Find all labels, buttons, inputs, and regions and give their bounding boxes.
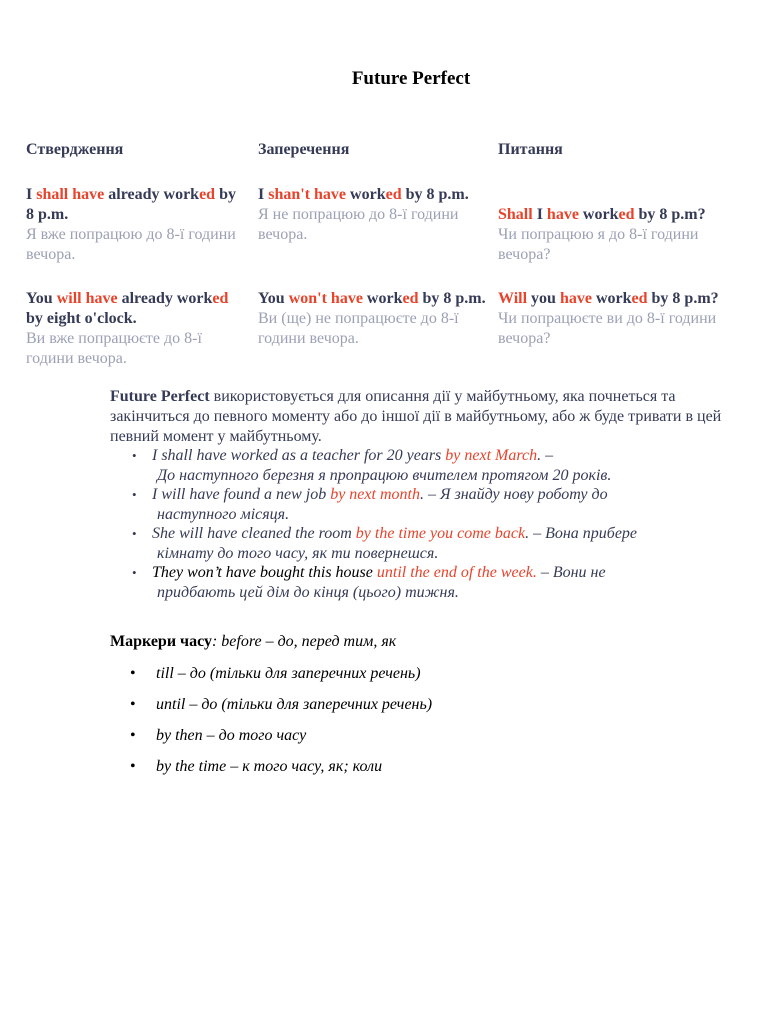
- bullet-icon: •: [132, 487, 137, 502]
- verb: work: [578, 206, 619, 223]
- verb: already work: [104, 186, 200, 203]
- question-example-2: [498, 289, 738, 349]
- list-item: [110, 563, 730, 602]
- markers-first: : before – до, перед тим, як: [211, 633, 397, 650]
- time: by 8 p.m.: [26, 186, 236, 223]
- description-text: використовується для описання дії у майбутньому, яка почнеться та закінчиться до певного моменту або до іншої дії в майбутньому, або ж буде тривати в цей певний момент у майбутньому.: [110, 388, 722, 445]
- markers-label: Маркери часу: [110, 633, 212, 650]
- verb: already work: [117, 290, 213, 307]
- example-translation: придбають цей дім до кінця (цього) тижня.: [157, 583, 459, 601]
- time-marker: by next March: [445, 447, 538, 464]
- subject: you: [527, 290, 560, 307]
- example-sentence: They won’t have bought this house: [152, 564, 377, 581]
- have: have: [546, 206, 579, 223]
- auxiliary: Will: [498, 290, 528, 307]
- example-translation: кімнату до того часу, як ти повернешся.: [157, 544, 439, 562]
- marker-text: by then – до того часу: [156, 727, 307, 744]
- example-translation: До наступного березня я пропрацюю вчителем протягом 20 років.: [157, 466, 612, 484]
- time: by eight o'clock.: [26, 310, 137, 327]
- list-item: [110, 726, 432, 757]
- list-item: [110, 485, 730, 524]
- auxiliary: shan't have: [268, 186, 347, 203]
- example-rest: . – Я знайду нову роботу до: [419, 486, 608, 503]
- auxiliary: shall have: [36, 186, 105, 203]
- example-sentence: She will have cleaned the room: [152, 525, 356, 542]
- bullet-icon: •: [132, 565, 137, 580]
- affirmative-example-1: [26, 185, 236, 265]
- bullet-icon: •: [132, 526, 137, 541]
- negative-example-1: [258, 185, 486, 245]
- marker-text: until – до (тільки для заперечних речень): [156, 696, 433, 713]
- verb-ending: ed: [618, 206, 635, 223]
- verb: work: [346, 186, 386, 203]
- column-header-question: Питання: [498, 141, 563, 158]
- time-marker: by next month: [330, 486, 420, 503]
- time-marker: until the end of the week.: [376, 564, 537, 581]
- bullet-icon: •: [130, 758, 136, 775]
- subject: You: [26, 290, 57, 307]
- auxiliary: will have: [56, 290, 118, 307]
- list-item: [110, 524, 730, 563]
- time-markers-heading: [110, 633, 396, 651]
- bullet-icon: •: [130, 727, 136, 744]
- time: by 8 p.m?: [634, 206, 706, 223]
- time: by 8 p.m?: [647, 290, 719, 307]
- bullet-icon: •: [132, 448, 137, 463]
- list-item: [110, 446, 730, 485]
- subject: I: [532, 206, 547, 223]
- translation: Я вже попрацюю до 8-ї години вечора.: [26, 226, 236, 263]
- verb: work: [362, 290, 403, 307]
- question-example-1: [498, 205, 738, 265]
- translation: Чи попрацюю я до 8-ї години вечора?: [498, 226, 699, 263]
- have: have: [559, 290, 592, 307]
- bullet-icon: •: [130, 696, 136, 713]
- marker-text: by the time – к того часу, як; коли: [156, 758, 383, 775]
- translation: Ви вже попрацюєте до 8-ї години вечора.: [26, 330, 202, 367]
- example-rest: – Вони не: [536, 564, 606, 581]
- affirmative-example-2: [26, 289, 236, 369]
- list-item: [110, 695, 432, 726]
- time: by 8 p.m.: [401, 186, 469, 203]
- verb-ending: ed: [199, 186, 216, 203]
- usage-description: [110, 387, 730, 447]
- verb-ending: ed: [212, 290, 229, 307]
- subject: You: [258, 290, 289, 307]
- time: by 8 p.m.: [418, 290, 486, 307]
- verb-ending: ed: [402, 290, 419, 307]
- translation: Ви (ще) не попрацюєте до 8-ї години вечора.: [258, 310, 459, 347]
- bullet-icon: •: [130, 665, 136, 682]
- example-list: [110, 446, 730, 602]
- time-marker: by the time you come back: [355, 525, 526, 542]
- verb: work: [591, 290, 632, 307]
- example-sentence: I shall have worked as a teacher for 20 years: [152, 447, 446, 464]
- subject: I: [258, 186, 269, 203]
- page-title: Future Perfect: [351, 68, 471, 89]
- example-rest: . –: [537, 447, 554, 464]
- verb-ending: ed: [631, 290, 648, 307]
- translation: Я не попрацюю до 8-ї години вечора.: [258, 206, 459, 243]
- negative-example-2: [258, 289, 486, 349]
- auxiliary: won't have: [288, 290, 363, 307]
- auxiliary: Shall: [498, 206, 533, 223]
- example-sentence: I will have found a new job: [152, 486, 331, 503]
- column-header-negative: Заперечення: [258, 141, 350, 158]
- list-item: [110, 757, 432, 788]
- example-rest: . – Вона прибере: [525, 525, 638, 542]
- verb-ending: ed: [385, 186, 402, 203]
- marker-text: till – до (тільки для заперечних речень): [156, 665, 421, 682]
- column-header-affirmative: Ствердження: [26, 141, 124, 158]
- time-markers-list: [110, 664, 432, 788]
- description-term: Future Perfect: [110, 388, 210, 405]
- subject: I: [26, 186, 37, 203]
- translation: Чи попрацюєте ви до 8-ї години вечора?: [498, 310, 717, 347]
- list-item: [110, 664, 432, 695]
- example-translation: наступного місяця.: [157, 505, 290, 523]
